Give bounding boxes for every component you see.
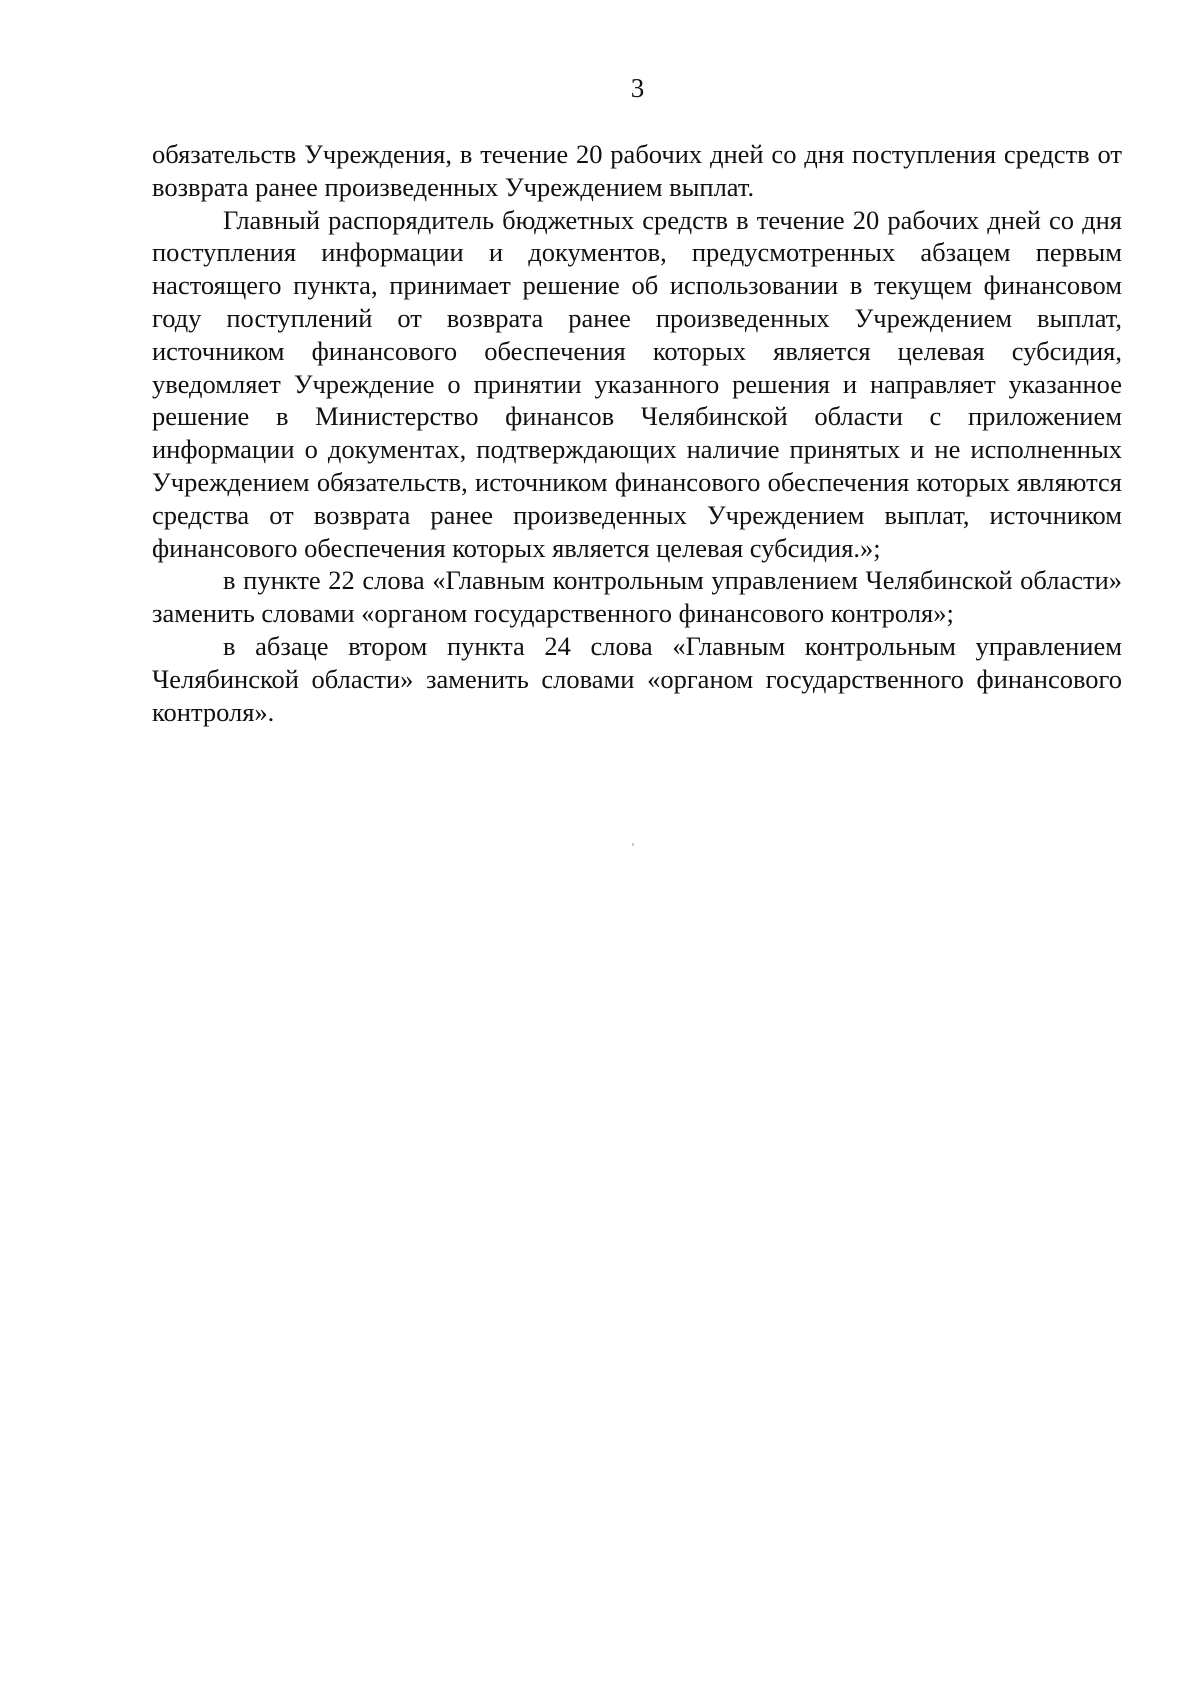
paragraph-point-22: в пункте 22 слова «Главным контрольным управлением Челябинской области» заменить словами «органом государственного финансового контроля»; [152,565,1122,629]
paragraph-continuation: обязательств Учреждения, в течение 20 рабочих дней со дня поступления средств от возврата ранее произведенных Учреждением выплат. [152,139,1122,202]
paragraph-main-distributor: Главный распорядитель бюджетных средств в течение 20 рабочих дней со дня поступления информации и документов, предусмотренных абзацем первым настоящего пункта, принимает решение об использовании в текущем финансовом году поступлений от возврата ранее произведенных Учреждением выплат, источником финансового обеспечения которых является целевая субсидия, уведомляет Учреждение о принятии указанного решения и направляет указанное решение в Министерство финансов Челябинской области с приложением информации о документах, подтверждающих наличие принятых и не исполненных Учреждением обязательств, источником финансового обеспечения которых являются средства от возврата ранее произведенных Учреждением выплат, источником финансового обеспечения которых является целевая субсидия.»; [152,204,1122,563]
document-body [152,138,1122,728]
paragraph-point-24: в абзаце втором пункта 24 слова «Главным контрольным управлением Челябинской области» заменить словами «органом государственного финансового контроля». [152,630,1122,727]
page-number: 3 [630,73,645,103]
scan-artifact [632,843,634,846]
